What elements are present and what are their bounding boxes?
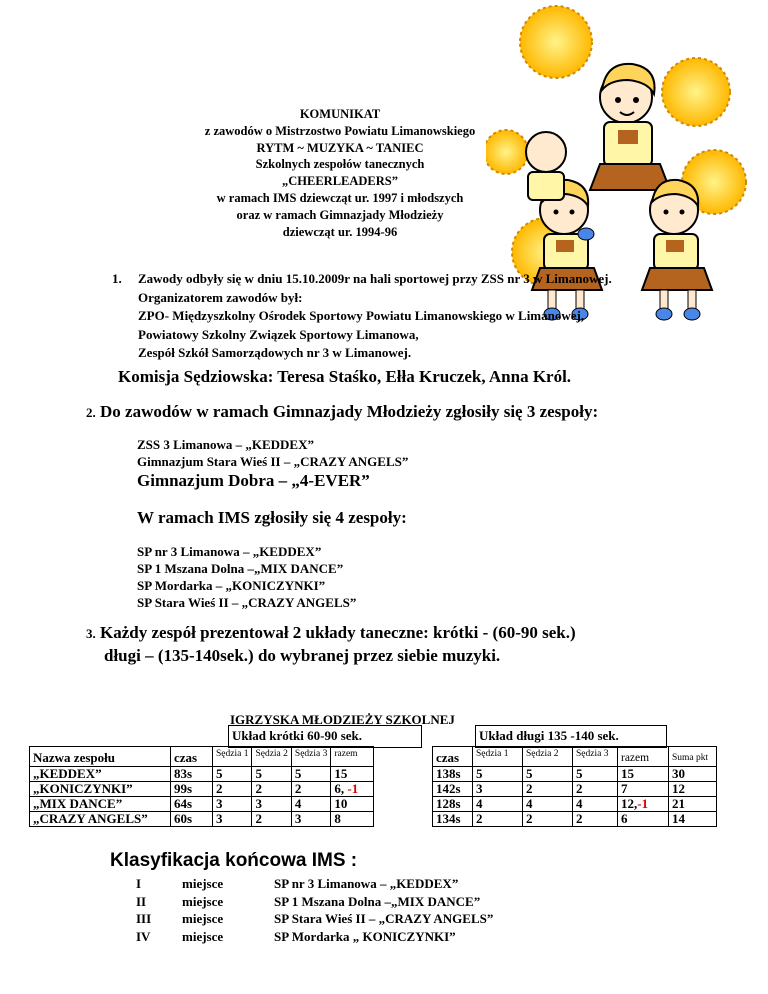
cell: 5 <box>252 767 291 782</box>
section-3 <box>86 622 576 667</box>
short-group-label: Układ krótki 60-90 sek. <box>229 726 422 748</box>
place: IV <box>136 928 151 944</box>
table-row <box>433 782 717 797</box>
place-label: miejsce <box>182 893 224 909</box>
team: SP 1 Mszana Dolna –„MIX DANCE” <box>274 893 481 909</box>
place-label: miejsce <box>182 928 224 944</box>
section-number: 3. <box>86 626 96 641</box>
jury-line: Komisja Sędziowska: Teresa Staśko, Ełła Kruczek, Anna Król. <box>118 367 572 386</box>
gimnazjada-list <box>137 436 408 492</box>
short-group-header <box>228 725 422 748</box>
cell: 64s <box>171 797 213 812</box>
team-name: „KEDDEX” <box>30 767 171 782</box>
cell: 2 <box>473 812 523 827</box>
list-item: ZSS 3 Limanowa – „KEDDEX” <box>137 437 314 452</box>
score: 15 <box>334 766 348 781</box>
score: 10 <box>334 796 348 811</box>
cell <box>618 812 669 827</box>
place: II <box>136 893 147 909</box>
long-rows <box>433 767 717 827</box>
score: 6 <box>621 811 628 826</box>
results-table-short <box>29 746 374 827</box>
header-line: dziewcząt ur. 1994-96 <box>282 224 398 239</box>
cell <box>618 782 669 797</box>
cell: 5 <box>291 767 330 782</box>
team: SP Stara Wieś II – „CRAZY ANGELS” <box>274 911 494 926</box>
list-item: Gimnazjum Dobra – „4-EVER” <box>137 471 370 490</box>
table-row <box>30 812 374 827</box>
total-cell: 14 <box>669 812 717 827</box>
short-rows <box>30 767 374 827</box>
score: 12, <box>621 796 638 811</box>
total-cell: 12 <box>669 782 717 797</box>
cell: 2 <box>291 782 330 797</box>
place-label: miejsce <box>182 911 224 926</box>
place-label: miejsce <box>182 876 224 891</box>
cell <box>331 782 374 797</box>
header-line: w ramach IMS dziewcząt ur. 1997 i młodszych <box>216 190 464 205</box>
cell: 5 <box>213 767 252 782</box>
cell: 134s <box>433 812 473 827</box>
cell: 2 <box>523 812 573 827</box>
total-cell: 30 <box>669 767 717 782</box>
total-cell: 21 <box>669 797 717 812</box>
list-item: SP Mordarka – „KONICZYNKI” <box>137 578 326 593</box>
header-line: z zawodów o Mistrzostwo Powiatu Limanowskiego <box>204 123 476 138</box>
table-row <box>30 797 374 812</box>
cell: 5 <box>473 767 523 782</box>
section-1-line: Powiatowy Szkolny Związek Sportowy Limanowa, <box>138 326 419 342</box>
team: SP Mordarka „ KONICZYNKI” <box>274 928 456 944</box>
score: 15 <box>621 766 634 781</box>
penalty: -1 <box>637 796 649 811</box>
header-line: oraz w ramach Gimnazjady Młodzieży <box>236 207 444 222</box>
section-3-line: Każdy zespół prezentował 2 układy taneczne: krótki - (60-90 sek.) <box>100 623 576 642</box>
header-block <box>150 106 530 240</box>
cell: 4 <box>573 797 618 812</box>
results-table-long <box>432 746 717 827</box>
team: SP nr 3 Limanowa – „KEDDEX” <box>274 876 459 891</box>
place: III <box>136 911 152 926</box>
team-name: „CRAZY ANGELS” <box>30 812 171 827</box>
cell: 2 <box>523 782 573 797</box>
cell: 83s <box>171 767 213 782</box>
list-item: SP nr 3 Limanowa – „KEDDEX” <box>137 544 322 559</box>
header-line: Szkolnych zespołów tanecznych <box>255 157 425 172</box>
section-1-line: Zespół Szkół Samorządowych nr 3 w Limanowej. <box>138 345 412 360</box>
cell: 3 <box>252 797 291 812</box>
cell: 3 <box>291 812 330 827</box>
list-item: SP Stara Wieś II – „CRAZY ANGELS” <box>137 595 357 610</box>
col-header-czas: czas <box>433 747 473 767</box>
cell: 2 <box>573 782 618 797</box>
col-header-suma: Suma pkt <box>669 747 717 767</box>
cell: 2 <box>252 812 291 827</box>
team-name: „KONICZYNKI” <box>30 782 171 797</box>
section-3-line: długi – (135-140sek.) do wybranej przez siebie muzyki. <box>104 646 501 665</box>
header-line: „CHEERLEADERS” <box>282 174 398 189</box>
cell: 4 <box>473 797 523 812</box>
cell: 3 <box>473 782 523 797</box>
table-row <box>433 812 717 827</box>
penalty: -1 <box>347 781 359 796</box>
cell: 138s <box>433 767 473 782</box>
header-line: RYTM ~ MUZYKA ~ TANIEC <box>256 140 424 155</box>
col-header-judge-1: Sędzia 1 <box>213 747 252 767</box>
section-2-text: Do zawodów w ramach Gimnazjady Młodzieży zgłosiły się 3 zespoły: <box>100 402 599 421</box>
col-header-judge-2: Sędzia 2 <box>523 747 573 767</box>
ims-list <box>137 543 356 611</box>
col-header-razem: razem <box>331 747 374 767</box>
table-row <box>30 767 374 782</box>
cell: 2 <box>213 782 252 797</box>
cell: 4 <box>523 797 573 812</box>
cell: 2 <box>252 782 291 797</box>
place: I <box>136 876 142 891</box>
section-1-line: Zawody odbyły się w dniu 15.10.2009r na hali sportowej przy ZSS nr 3 w Limanowej. <box>138 271 612 286</box>
table-row <box>433 797 717 812</box>
cell: 3 <box>213 797 252 812</box>
score: 7 <box>621 781 628 796</box>
header-title: KOMUNIKAT <box>299 107 381 121</box>
long-group-label: Układ długi 135 -140 sek. <box>476 726 667 748</box>
cell: 142s <box>433 782 473 797</box>
cell <box>618 767 669 782</box>
cell: 4 <box>291 797 330 812</box>
table-row <box>433 767 717 782</box>
cell: 128s <box>433 797 473 812</box>
list-item: Gimnazjum Stara Wieś II – „CRAZY ANGELS” <box>137 454 409 469</box>
score: 6, <box>334 781 348 796</box>
score: 8 <box>334 811 341 826</box>
section-number: 1. <box>112 271 122 286</box>
table-title: IGRZYSKA MŁODZIEŻY SZKOLNEJ <box>230 712 455 727</box>
classification-title: Klasyfikacja końcowa IMS : <box>110 850 358 871</box>
long-group-header <box>475 725 667 748</box>
col-header-judge-3: Sędzia 3 <box>573 747 618 767</box>
col-header-czas: czas <box>171 747 213 767</box>
cell: 5 <box>523 767 573 782</box>
cell: 3 <box>213 812 252 827</box>
list-item: SP 1 Mszana Dolna –„MIX DANCE” <box>137 561 344 576</box>
cell: 99s <box>171 782 213 797</box>
team-name: „MIX DANCE” <box>30 797 171 812</box>
ims-heading: W ramach IMS zgłosiły się 4 zespoły: <box>137 508 407 527</box>
cell <box>331 797 374 812</box>
col-header-judge-3: Sędzia 3 <box>291 747 330 767</box>
col-header-name: Nazwa zespołu <box>30 747 171 767</box>
section-2 <box>86 402 598 422</box>
table-row <box>30 782 374 797</box>
cell <box>331 767 374 782</box>
section-1-line: Organizatorem zawodów był: <box>138 289 303 305</box>
cell: 2 <box>573 812 618 827</box>
cell: 5 <box>573 767 618 782</box>
section-number: 2. <box>86 405 96 420</box>
col-header-judge-1: Sędzia 1 <box>473 747 523 767</box>
cell <box>618 797 669 812</box>
col-header-judge-2: Sędzia 2 <box>252 747 291 767</box>
cell: 60s <box>171 812 213 827</box>
section-1-line: ZPO- Międzyszkolny Ośrodek Sportowy Powiatu Limanowskiego w Limanowej, <box>138 308 585 323</box>
cell <box>331 812 374 827</box>
col-header-razem: razem <box>618 747 669 767</box>
